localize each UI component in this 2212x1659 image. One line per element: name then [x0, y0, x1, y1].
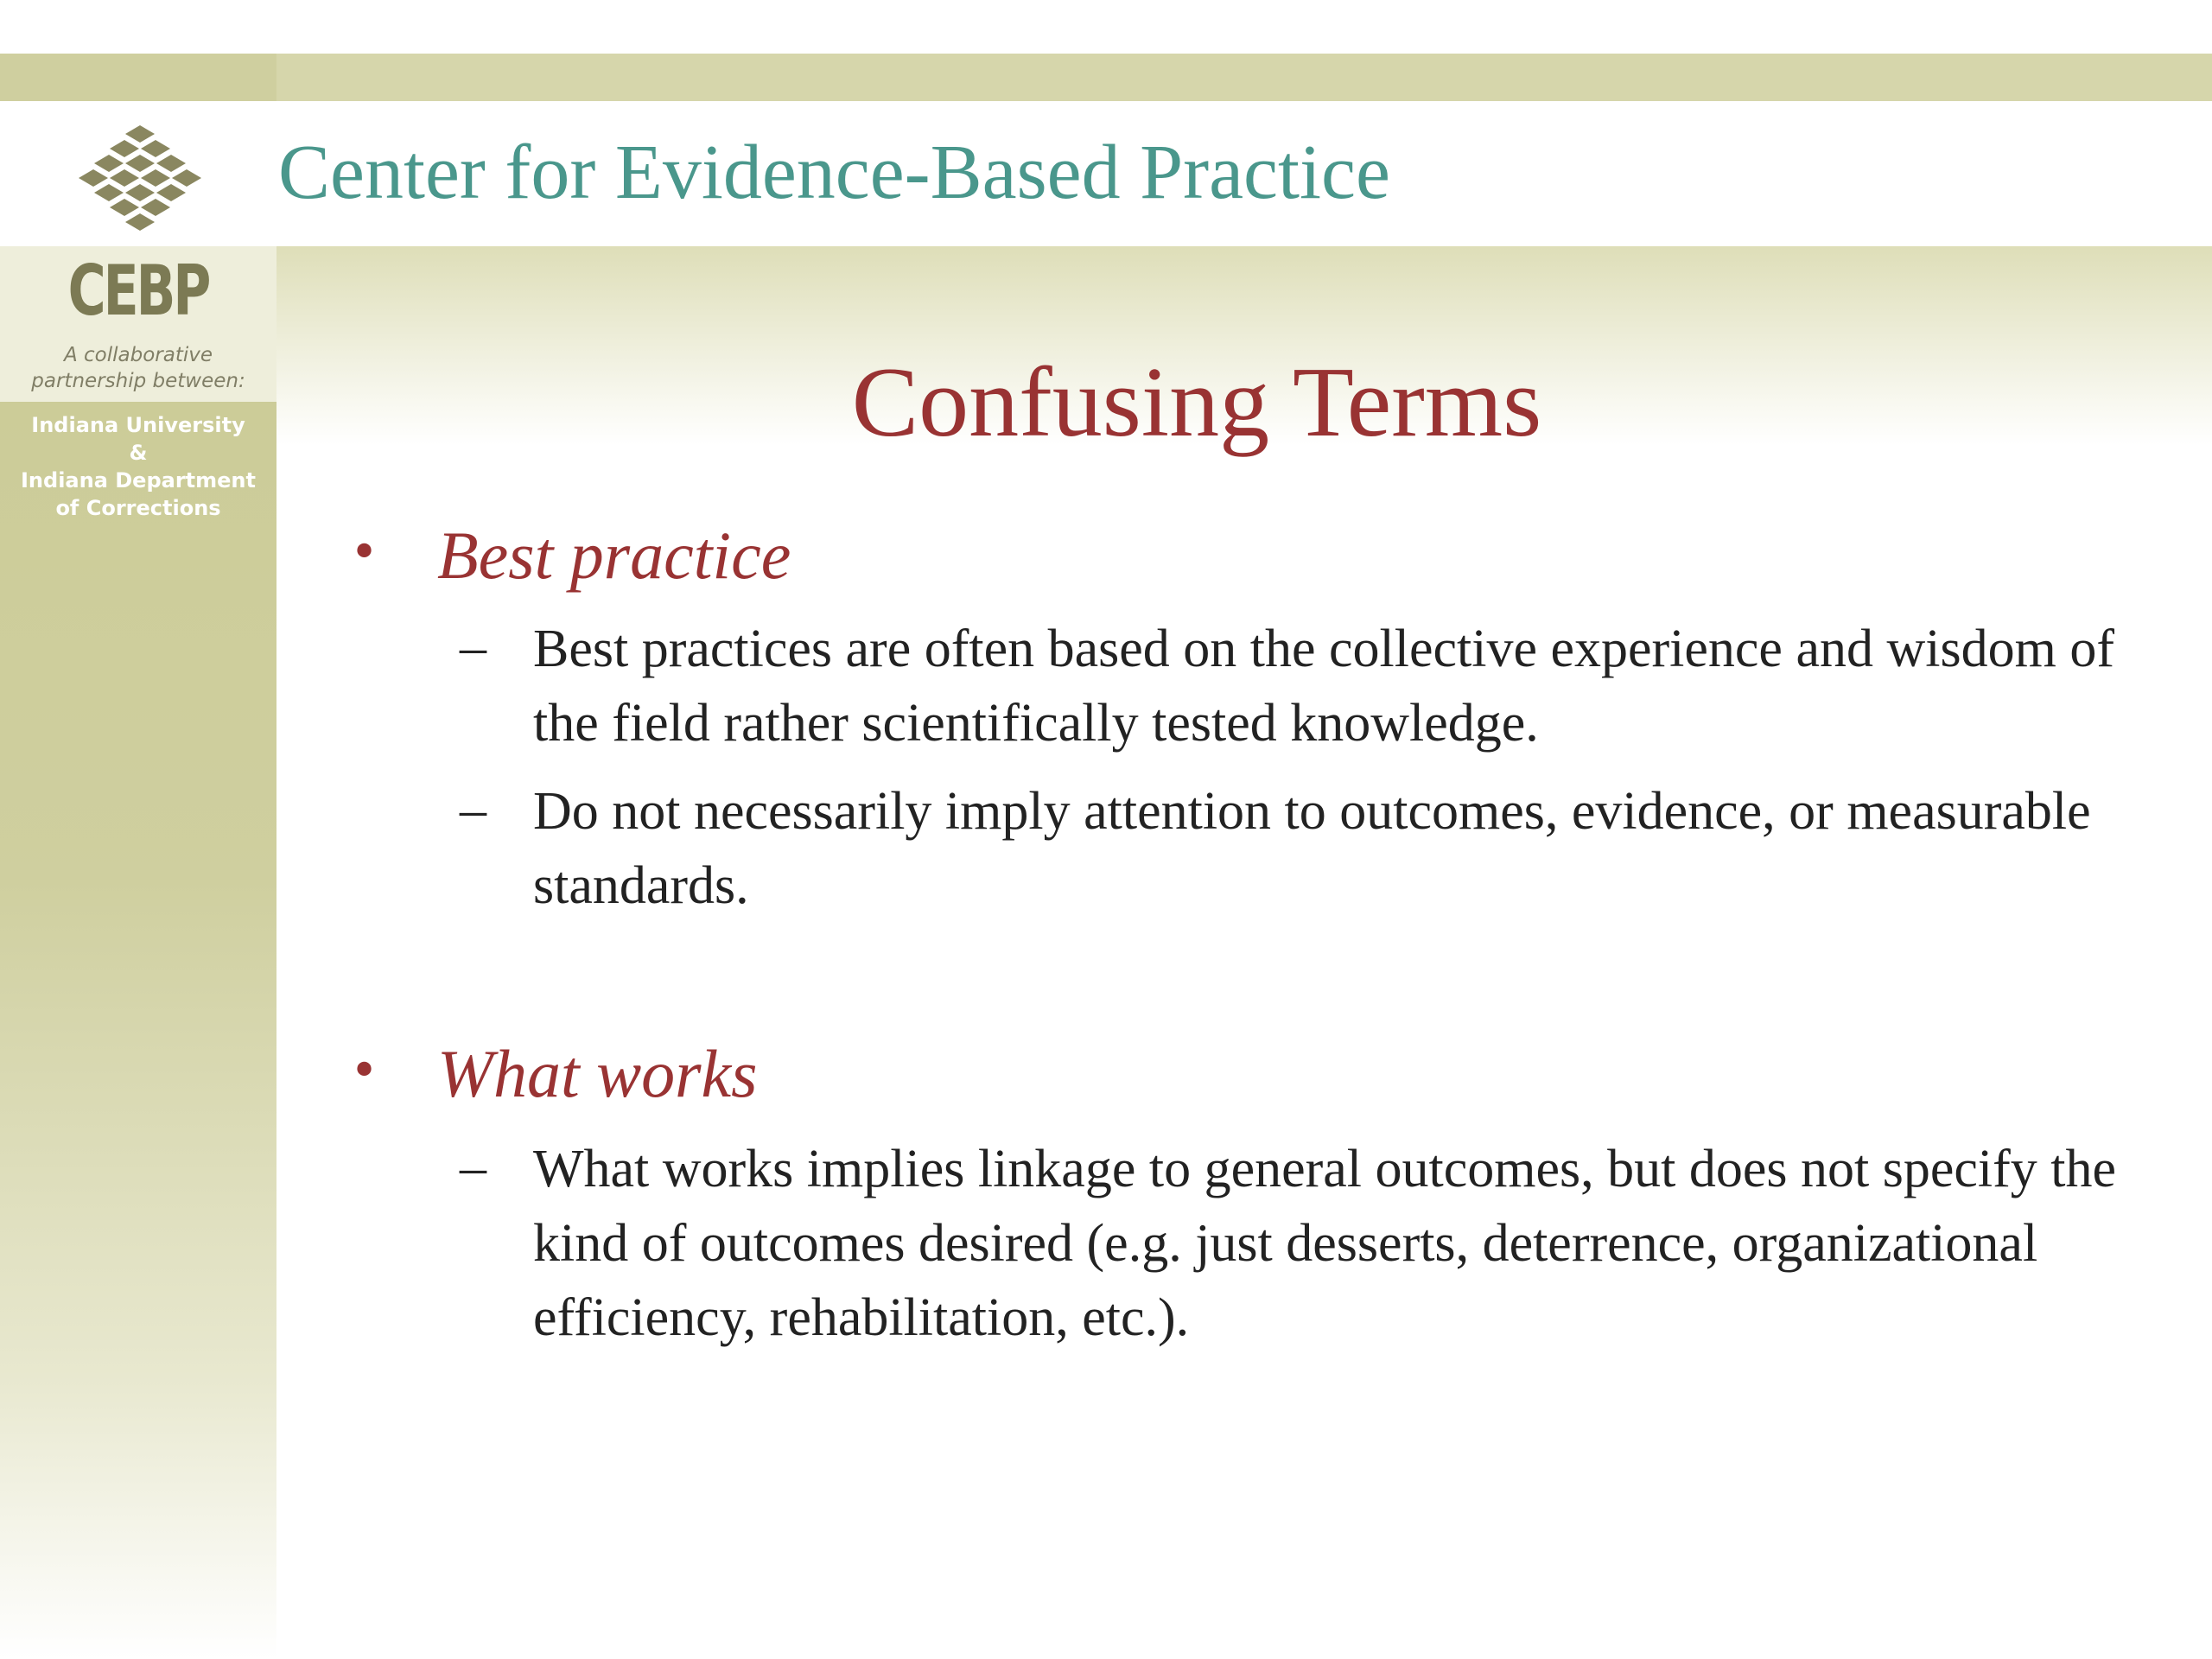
top-accent-band-left: [0, 54, 276, 101]
sub-bullet-marker: –: [460, 1138, 486, 1197]
header-title: Center for Evidence-Based Practice: [278, 130, 1390, 215]
partner-ampersand: &: [129, 441, 148, 465]
sub-bullet-text: Do not necessarily imply attention to outcomes, evidence, or measurable standards.: [533, 782, 2091, 915]
diamond-lattice-logo-icon: [71, 121, 209, 238]
cebp-logo-text: CEBP: [67, 251, 209, 331]
slide-title: Confusing Terms: [851, 347, 1542, 458]
bullet-marker: •: [350, 1043, 379, 1099]
sub-bullet-text: Best practices are often based on the collective experience and wisdom of the field rather scientifically tested knowledge.: [533, 620, 2114, 753]
partner-indiana-doc: Indiana Department: [21, 468, 256, 493]
bullet-term-best-practice: Best practice: [437, 518, 791, 593]
sub-bullet-text: What works implies linkage to general outcomes, but does not specify the kind of outcomes desired (e.g. just desserts, deterrence, organizational efficiency, rehabilitation, etc.).: [533, 1140, 2116, 1347]
collab-line: A collaborative: [63, 344, 213, 366]
collab-line: partnership between:: [31, 370, 245, 392]
partner-indiana-doc: of Corrections: [55, 496, 221, 520]
bullet-term-what-works: What works: [437, 1036, 758, 1111]
top-accent-band: [0, 54, 2212, 101]
sub-bullet-marker: –: [460, 780, 486, 839]
sub-bullet-marker: –: [460, 618, 486, 677]
collab-caption: [0, 342, 276, 394]
bullet-marker: •: [350, 524, 379, 581]
partner-indiana-university: Indiana University: [31, 413, 245, 437]
partners-list: [0, 411, 276, 522]
